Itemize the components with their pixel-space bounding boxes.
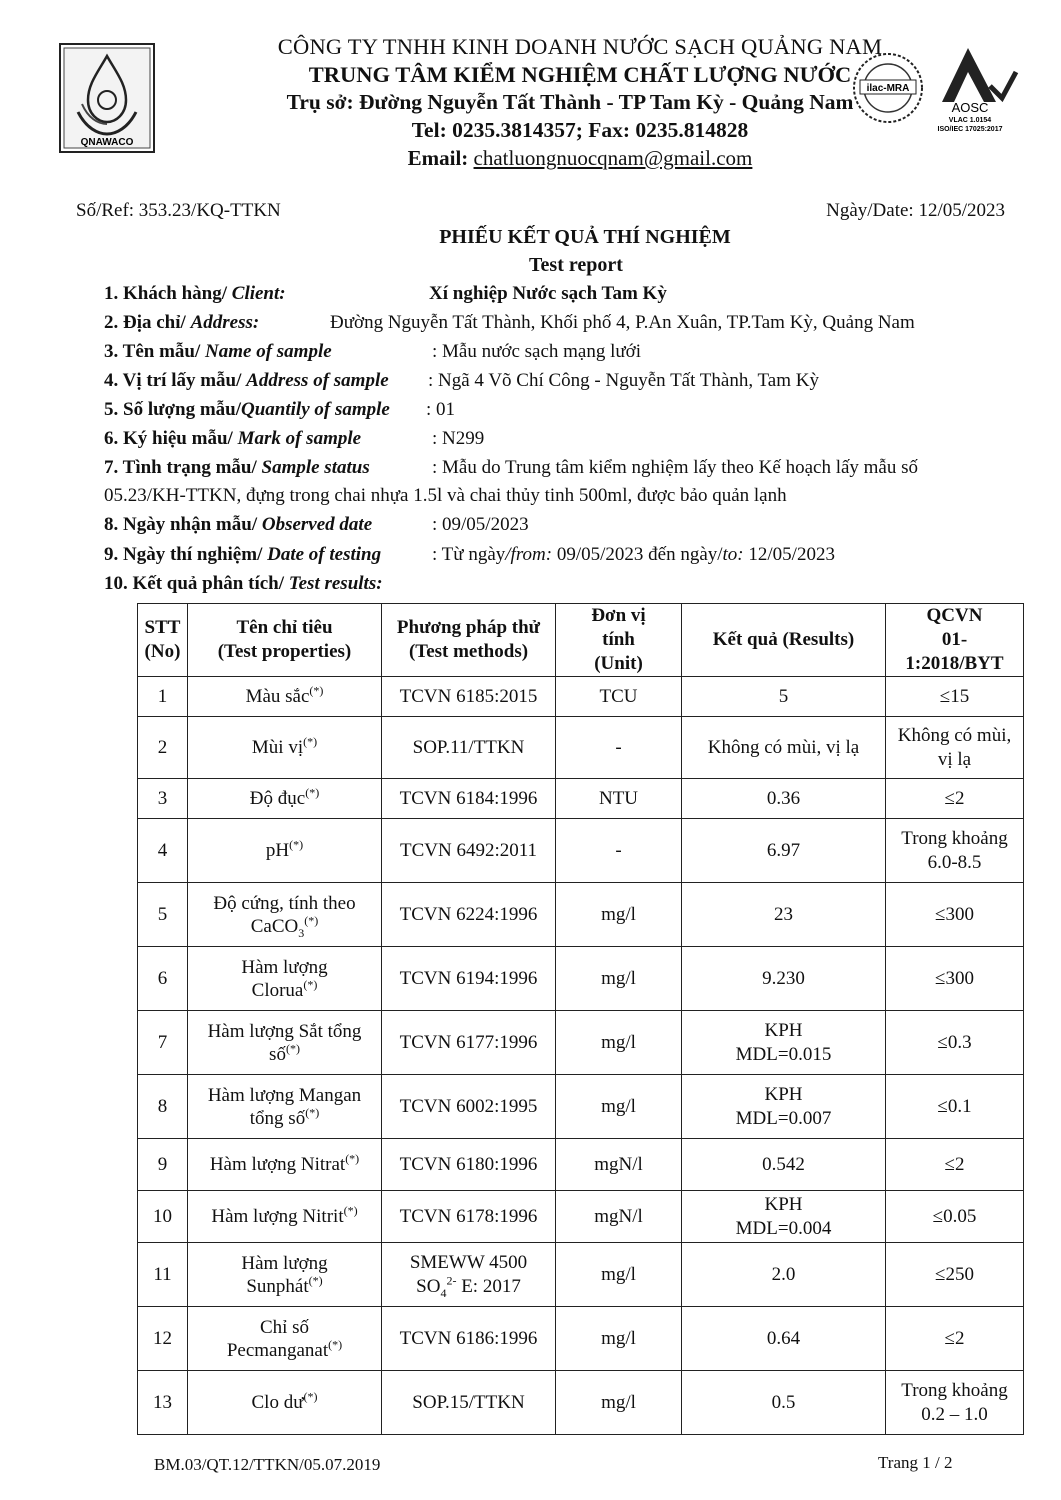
method-name: SOP.11/TTKN: [412, 736, 525, 758]
accreditation-mark: (*): [328, 1337, 343, 1352]
cell-unit: mg/l: [556, 1307, 682, 1371]
testing-date-label-en: Date of testing: [267, 544, 382, 565]
info-testing-date: [104, 544, 835, 566]
sample-status-value-cont: 05.23/KH-TTKN, đựng trong chai nhựa 1.5l và chai thủy tinh 500ml, được bảo quản lạnh: [104, 485, 787, 506]
accreditation-mark: (*): [305, 1105, 320, 1120]
result-detection-limit: MDL=0.015: [735, 1043, 832, 1065]
limit-value: ≤0.1: [937, 1095, 972, 1117]
sample-name-label: 3. Tên mẫu/: [104, 341, 206, 362]
cell-no: 9: [138, 1139, 188, 1191]
table-row: [138, 717, 1024, 779]
cell-limit: [886, 1243, 1024, 1307]
cell-no: 2: [138, 717, 188, 779]
property-name-cont: CaCO: [250, 915, 299, 937]
cell-property: [188, 1139, 382, 1191]
cell-unit: mg/l: [556, 1075, 682, 1139]
results-table: [137, 603, 1024, 1435]
info-sample-mark: [104, 428, 485, 450]
cell-limit: [886, 819, 1024, 883]
table-row: [138, 947, 1024, 1011]
table-row: [138, 1075, 1024, 1139]
method-name: SOP.15/TTKN: [412, 1391, 525, 1413]
cell-limit: [886, 1307, 1024, 1371]
cell-limit: [886, 1191, 1024, 1243]
cell-unit: mg/l: [556, 883, 682, 947]
report-date: Ngày/Date: 12/05/2023: [826, 200, 1005, 221]
method-name: TCVN 6186:1996: [399, 1327, 538, 1349]
svg-text:ISO/IEC 17025:2017: ISO/IEC 17025:2017: [937, 126, 1003, 133]
cell-property: [188, 1371, 382, 1435]
cell-result: [682, 883, 886, 947]
limit-value: ≤300: [935, 903, 974, 925]
page-number: Trang 1 / 2: [878, 1453, 953, 1472]
table-row: [138, 1191, 1024, 1243]
accreditation-mark: (*): [304, 913, 319, 928]
report-title: PHIẾU KẾT QUẢ THÍ NGHIỆM: [439, 226, 731, 248]
cell-result: [682, 947, 886, 1011]
cell-no: 1: [138, 677, 188, 717]
cell-result: [682, 819, 886, 883]
result-value: Không có mùi, vị lạ: [707, 736, 860, 758]
sample-status-value: : Mẫu do Trung tâm kiểm nghiệm lấy theo Kế hoạch lấy mẫu số: [432, 457, 919, 478]
cell-no: 8: [138, 1075, 188, 1139]
email-label: Email:: [407, 146, 474, 170]
limit-value: ≤2: [944, 1153, 965, 1175]
method-name: TCVN 6177:1996: [399, 1031, 538, 1053]
result-value: 23: [774, 903, 793, 925]
result-value: 6.97: [766, 839, 801, 861]
table-row: [138, 1307, 1024, 1371]
cell-method: [382, 717, 556, 779]
cell-result: [682, 677, 886, 717]
sample-name-value: : Mẫu nước sạch mạng lưới: [432, 341, 642, 362]
info-observed-date: [104, 514, 529, 536]
sample-quantity-label: 5. Số lượng mẫu/: [104, 399, 242, 420]
sample-mark-label: 6. Ký hiệu mẫu/: [104, 428, 238, 449]
cell-method: [382, 1139, 556, 1191]
cell-no: 7: [138, 1011, 188, 1075]
client-label-en: Client:: [231, 283, 286, 304]
table-row: [138, 677, 1024, 717]
table-row: [138, 883, 1024, 947]
cell-limit: [886, 1011, 1024, 1075]
result-detection-limit: MDL=0.004: [735, 1217, 832, 1239]
cell-result: [682, 779, 886, 819]
property-name: Clo dư: [251, 1392, 304, 1413]
property-name-cont: Sunphát: [246, 1275, 309, 1297]
cell-method: [382, 1191, 556, 1243]
client-label: 1. Khách hàng/: [104, 283, 232, 304]
accreditation-mark: (*): [303, 734, 318, 749]
limit-value-cont: 0.2 – 1.0: [921, 1403, 988, 1425]
property-name-cont: Clorua: [251, 979, 304, 1001]
limit-value-cont: 6.0-8.5: [927, 851, 982, 873]
accreditation-mark: (*): [285, 1041, 300, 1056]
cell-property: [188, 819, 382, 883]
cell-unit: mg/l: [556, 1011, 682, 1075]
cell-method: [382, 779, 556, 819]
result-detection-limit: MDL=0.007: [735, 1107, 832, 1129]
test-results-label: 10. Kết quả phân tích/: [104, 573, 289, 594]
cell-result: [682, 1139, 886, 1191]
info-test-results: [104, 573, 383, 595]
sample-quantity-label-en: Quantily of sample: [241, 399, 390, 420]
cell-result: [682, 1011, 886, 1075]
property-name: Độ cứng, tính theo: [213, 892, 356, 914]
property-name: Hàm lượng Nitrit: [211, 1206, 344, 1227]
address-label: 2. Địa chỉ/: [104, 312, 191, 333]
sample-name-label-en: Name of sample: [205, 341, 332, 362]
result-value: KPH: [764, 1083, 803, 1105]
cell-unit: mg/l: [556, 1371, 682, 1435]
property-name-cont: Pecmanganat: [226, 1339, 329, 1361]
cell-limit: [886, 1075, 1024, 1139]
cell-result: [682, 717, 886, 779]
limit-value: Không có mùi,: [897, 724, 1012, 746]
info-sample-quantity: [104, 399, 456, 421]
cell-limit: [886, 717, 1024, 779]
cell-no: 3: [138, 779, 188, 819]
limit-value: ≤300: [935, 967, 974, 989]
cell-property: [188, 779, 382, 819]
email-link[interactable]: chatluongnuocqnam@gmail.com: [473, 146, 753, 170]
cell-property: [188, 1243, 382, 1307]
table-row: [138, 1139, 1024, 1191]
svg-text:AOSC: AOSC: [951, 100, 989, 115]
cell-property: [188, 1307, 382, 1371]
accreditation-mark: (*): [289, 837, 304, 852]
cell-property: [188, 947, 382, 1011]
reference-number: Số/Ref: 353.23/KQ-TTKN: [76, 200, 281, 221]
cell-unit: NTU: [556, 779, 682, 819]
cell-unit: -: [556, 819, 682, 883]
client-value: Xí nghiệp Nước sạch Tam Kỳ: [429, 283, 667, 304]
sample-location-label-en: Address of sample: [246, 370, 389, 391]
property-subscript: 3: [298, 925, 305, 940]
method-name: SMEWW 4500: [409, 1251, 528, 1273]
accreditation-mark: (*): [303, 1389, 318, 1404]
contact-phone: Tel: 0235.3814357; Fax: 0235.814828: [411, 118, 749, 142]
method-tail: E: 2017: [456, 1275, 521, 1297]
result-value: 5: [778, 685, 789, 707]
accreditation-mark: (*): [345, 1151, 360, 1166]
info-sample-status-cont: [104, 485, 787, 507]
limit-value: Trong khoảng: [901, 827, 1008, 849]
cell-result: [682, 1191, 886, 1243]
cell-unit: mg/l: [556, 1243, 682, 1307]
col-header-qcvn: QCVN 01- 1:2018/BYT: [886, 604, 1024, 677]
contact-email: [160, 146, 1000, 171]
property-name: pH: [265, 840, 290, 861]
table-header-row: [138, 604, 1024, 677]
cell-property: [188, 1191, 382, 1243]
sample-mark-value: : N299: [432, 428, 485, 449]
method-subscript: 4: [440, 1285, 447, 1300]
cell-no: 12: [138, 1307, 188, 1371]
cell-unit: mgN/l: [556, 1191, 682, 1243]
property-name-cont: tổng số: [249, 1107, 306, 1129]
cell-method: [382, 1011, 556, 1075]
cell-property: [188, 883, 382, 947]
cell-unit: -: [556, 717, 682, 779]
observed-date-label: 8. Ngày nhận mẫu/: [104, 514, 262, 535]
cell-property: [188, 1075, 382, 1139]
limit-value-cont: vị lạ: [937, 748, 972, 770]
col-header-property: Tên chỉ tiêu (Test properties): [188, 604, 382, 677]
limit-value: ≤15: [939, 685, 970, 707]
property-name: Chỉ số: [259, 1316, 310, 1338]
cell-method: [382, 1075, 556, 1139]
observed-date-value: : 09/05/2023: [432, 514, 529, 535]
sample-quantity-value: : 01: [426, 399, 456, 420]
method-name: TCVN 6185:2015: [399, 685, 538, 707]
result-value: 0.64: [766, 1327, 801, 1349]
table-row: [138, 1011, 1024, 1075]
result-value: KPH: [764, 1193, 803, 1215]
property-name: Hàm lượng Nitrat: [209, 1154, 346, 1175]
sample-location-value: : Ngã 4 Võ Chí Công - Nguyễn Tất Thành, Tam Kỳ: [428, 370, 819, 391]
method-name: TCVN 6178:1996: [399, 1205, 538, 1227]
testing-date-value: : Từ ngày/from: 09/05/2023 đến ngày/to: 12/05/2023: [432, 544, 835, 565]
cell-limit: [886, 883, 1024, 947]
cell-result: [682, 1371, 886, 1435]
method-name: TCVN 6180:1996: [399, 1153, 538, 1175]
cell-no: 6: [138, 947, 188, 1011]
info-client: [104, 283, 667, 305]
table-row: [138, 779, 1024, 819]
cell-method: [382, 1243, 556, 1307]
address-value: Đường Nguyễn Tất Thành, Khối phố 4, P.An Xuân, TP.Tam Kỳ, Quảng Nam: [330, 312, 915, 333]
sample-status-label-en: Sample status: [261, 457, 370, 478]
accreditation-mark: (*): [343, 1203, 358, 1218]
cell-no: 5: [138, 883, 188, 947]
cell-result: [682, 1075, 886, 1139]
method-name: TCVN 6224:1996: [399, 903, 538, 925]
limit-value: ≤250: [935, 1263, 974, 1285]
cell-method: [382, 947, 556, 1011]
cell-method: [382, 1307, 556, 1371]
svg-text:ilac-MRA: ilac-MRA: [866, 83, 910, 94]
address-label-en: Address:: [190, 312, 260, 333]
qnawaco-logo: [58, 42, 156, 154]
cell-no: 13: [138, 1371, 188, 1435]
limit-value: ≤0.3: [937, 1031, 972, 1053]
sample-status-label: 7. Tình trạng mẫu/: [104, 457, 262, 478]
method-name-cont: SO: [416, 1275, 441, 1297]
svg-text:QNAWACO: QNAWACO: [80, 137, 134, 148]
cell-unit: mg/l: [556, 947, 682, 1011]
info-sample-location: [104, 370, 819, 392]
limit-value: ≤2: [944, 787, 965, 809]
report-subtitle: Test report: [529, 254, 623, 276]
property-name: Hàm lượng Sắt tổng: [207, 1020, 362, 1042]
cell-result: [682, 1243, 886, 1307]
table-row: [138, 1371, 1024, 1435]
result-value: 0.36: [766, 787, 801, 809]
info-sample-status: [104, 457, 919, 479]
cell-no: 11: [138, 1243, 188, 1307]
cell-limit: [886, 677, 1024, 717]
cell-no: 4: [138, 819, 188, 883]
cell-method: [382, 1371, 556, 1435]
method-name: TCVN 6184:1996: [399, 787, 538, 809]
svg-text:VLAC 1.0154: VLAC 1.0154: [948, 117, 992, 124]
sample-location-label: 4. Vị trí lấy mẫu/: [104, 370, 247, 391]
head-office-address: Trụ sở: Đường Nguyễn Tất Thành - TP Tam Kỳ - Quảng Nam: [286, 90, 854, 114]
property-name: Hàm lượng: [241, 1252, 328, 1274]
table-row: [138, 819, 1024, 883]
cell-method: [382, 677, 556, 717]
property-name: Độ đục: [249, 788, 306, 809]
property-name-cont: số: [269, 1043, 286, 1065]
accreditation-mark: (*): [305, 785, 320, 800]
cell-property: [188, 1011, 382, 1075]
col-header-method: Phương pháp thử (Test methods): [382, 604, 556, 677]
method-name: TCVN 6492:2011: [399, 839, 538, 861]
sample-mark-label-en: Mark of sample: [237, 428, 362, 449]
limit-value: ≤0.05: [932, 1205, 977, 1227]
property-name: Hàm lượng: [241, 956, 328, 978]
cell-property: [188, 677, 382, 717]
center-name: TRUNG TÂM KIỂM NGHIỆM CHẤT LƯỢNG NƯỚC: [308, 62, 852, 87]
cell-limit: [886, 779, 1024, 819]
cell-method: [382, 883, 556, 947]
test-results-label-en: Test results:: [288, 573, 383, 594]
result-value: 0.5: [771, 1391, 796, 1413]
col-header-unit: Đơn vị tính (Unit): [556, 604, 682, 677]
property-name: Mùi vị: [251, 737, 304, 758]
table-row: [138, 1243, 1024, 1307]
method-superscript: 2-: [446, 1273, 457, 1288]
cell-limit: [886, 947, 1024, 1011]
observed-date-label-en: Observed date: [261, 514, 373, 535]
limit-value: Trong khoảng: [901, 1379, 1008, 1401]
testing-date-label: 9. Ngày thí nghiệm/: [104, 544, 268, 565]
info-address: [104, 312, 915, 334]
result-value: 9.230: [762, 967, 805, 989]
cell-no: 10: [138, 1191, 188, 1243]
cell-method: [382, 819, 556, 883]
col-header-no: STT (No): [138, 604, 188, 677]
result-value: KPH: [764, 1019, 803, 1041]
col-header-result: Kết quả (Results): [682, 604, 886, 677]
method-name: TCVN 6002:1995: [399, 1095, 538, 1117]
cell-result: [682, 1307, 886, 1371]
property-name: Màu sắc: [245, 686, 310, 707]
accreditation-mark: (*): [308, 1273, 323, 1288]
method-name: TCVN 6194:1996: [399, 967, 538, 989]
company-name: CÔNG TY TNHH KINH DOANH NƯỚC SẠCH QUẢNG NAM: [277, 34, 883, 59]
info-sample-name: [104, 341, 642, 363]
property-name: Hàm lượng Mangan: [207, 1084, 362, 1106]
accreditation-mark: (*): [309, 683, 324, 698]
cell-property: [188, 717, 382, 779]
cell-limit: [886, 1139, 1024, 1191]
cell-unit: TCU: [556, 677, 682, 717]
result-value: 2.0: [771, 1263, 796, 1285]
cell-unit: mgN/l: [556, 1139, 682, 1191]
accreditation-mark: (*): [303, 977, 318, 992]
limit-value: ≤2: [944, 1327, 965, 1349]
result-value: 0.542: [762, 1153, 805, 1175]
cell-limit: [886, 1371, 1024, 1435]
form-code: BM.03/QT.12/TTKN/05.07.2019: [154, 1455, 381, 1474]
